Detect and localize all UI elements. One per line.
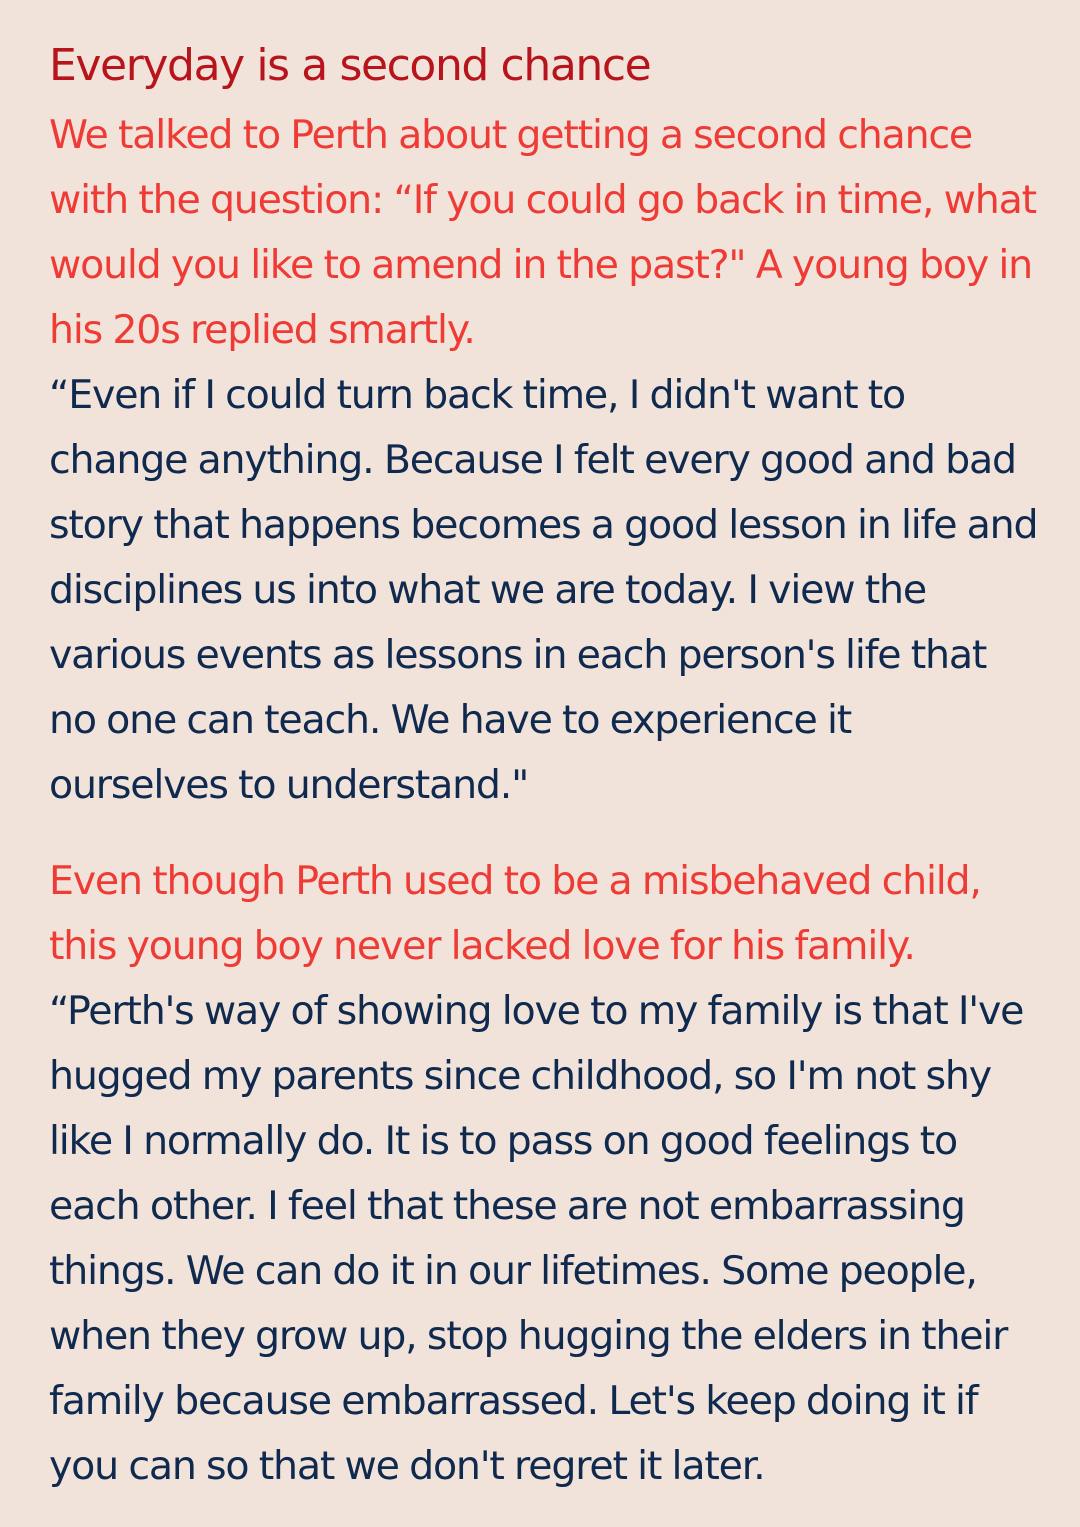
- section-2-quote: “Perth's way of showing love to my family is that I've hugged my parents since childhood, so I'm not shy like I normally do. It is to pass on good feelings to each other. I feel that these are not embarrassing things. We can do it in our lifetimes. Some people, when they grow up, stop hugging the elders in their family because embarrassed. Let's keep doing it if you can so that we don't regret it later.: [49, 988, 1024, 1489]
- section-1-quote: “Even if I could turn back time, I didn't want to change anything. Because I felt every good and bad story that happens becomes a good lesson in life and disciplines us into what we are today. I view the various events as lessons in each person's life that no one can teach. We have to experience it ourselves to understand.": [49, 372, 1038, 808]
- section-divider-space: [49, 818, 1040, 849]
- article-title: Everyday is a second chance: [49, 40, 651, 91]
- section-2-intro: Even though Perth used to be a misbehaved child, this young boy never lacked love for his family.: [49, 858, 981, 969]
- section-1-intro: We talked to Perth about getting a second chance with the question: “If you could go back in time, what would you like to amend in the past?" A young boy in his 20s replied smartly.: [49, 112, 1036, 353]
